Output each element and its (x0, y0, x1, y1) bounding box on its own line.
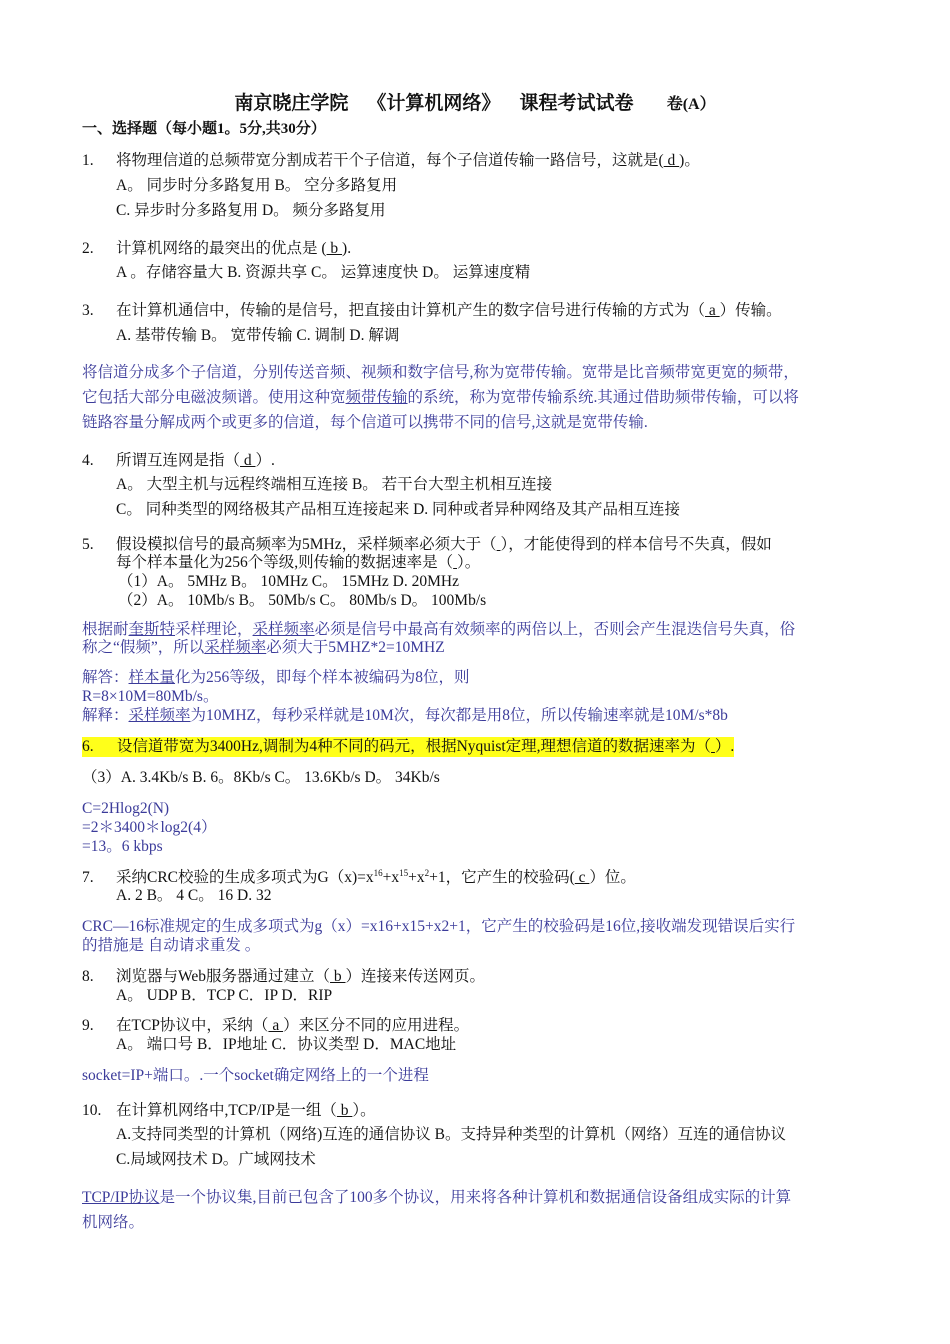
question-number: 2. (82, 240, 94, 257)
question-4-stem: 所谓互连网是指（ d ）. (116, 452, 275, 469)
explanation-10-line-1: TCP/IP协议是一个协议集,目前已包含了100多个协议，用来将各种计算机和数据通信设备组成实际的计算 (82, 1189, 792, 1206)
question-1-stem: 将物理信道的总频带宽分割成若干个子信道，每个子信道传输一路信号，这就是( d )。 (116, 152, 700, 169)
exam-name: 课程考试试卷 (519, 93, 634, 114)
answer-blank: b (336, 1102, 353, 1119)
question-8-options: A。 UDP B．TCP C．IP D．RIP (116, 987, 333, 1004)
question-9-options: A。 端口号 B．IP地址 C．协议类型 D．MAC地址 (116, 1036, 457, 1053)
paper-label: 卷(A） (666, 96, 716, 113)
question-number: 10. (82, 1102, 102, 1119)
explanation-7-line-1: CRC—16标准规定的生成多项式为g（x）=x16+x15+x2+1，它产生的校验码是16位,接收端发现错误后实行 (82, 918, 796, 935)
question-number: 9. (82, 1017, 94, 1034)
question-number: 7. (82, 869, 94, 886)
question-number: 3. (82, 302, 94, 319)
question-5-options-2: （2）A。 10Mb/s B。 50Mb/s C。 80Mb/s D。 100Mb/s (118, 592, 487, 609)
school-name: 南京晓庄学院 (234, 93, 349, 114)
formula-line-3: =13。6 kbps (82, 838, 163, 855)
explanation-7-line-2: 的措施是 自动请求重发 。 (82, 937, 261, 954)
question-1-options-1: A。 同步时分多路复用 B。 空分多路复用 (116, 177, 398, 194)
question-7-options: A. 2 B。 4 C。 16 D. 32 (116, 887, 272, 904)
question-5-options-1: （1）A。 5MHz B。 10MHz C。 15MHz D. 20MHz (118, 573, 459, 590)
explanation-3-line-1: 将信道分成多个子信道，分别传送音频、视频和数字信号,称为宽带传输。宽带是比音频带宽更宽的频带， (82, 364, 799, 381)
explanation-5-line-4: R=8×10M=80Mb/s。 (82, 688, 219, 705)
question-6-options: （3）A. 3.4Kb/s B. 6。8Kb/s C。 13.6Kb/s D。 34Kb/s (82, 769, 440, 786)
question-10-stem: 在计算机网络中,TCP/IP是一组（ b ）。 (116, 1102, 376, 1119)
question-number: 4. (82, 452, 94, 469)
question-1-options-2: C. 异步时分多路复用 D。 频分多路复用 (116, 202, 386, 219)
answer-blank: c (574, 869, 590, 886)
explanation-9: socket=IP+端口。.一个socket确定网络上的一个进程 (82, 1067, 429, 1084)
section-title: 一、选择题（每小题1。5分,共30分） (82, 121, 326, 137)
formula-line-2: =2＊3400＊log2(4） (82, 819, 217, 836)
question-9-stem: 在TCP协议中，采纳（ a ）来区分不同的应用进程。 (116, 1017, 470, 1034)
question-6-stem: 6. 设信道带宽为3400Hz,调制为4种不同的码元，根据Nyquist定理,理想信道的数据速率为（ ）. (82, 738, 735, 755)
question-2-options: A 。存储容量大 B. 资源共享 C。 运算速度快 D。 运算速度精 (116, 264, 531, 281)
answer-blank: d (240, 452, 256, 469)
question-number: 5. (82, 536, 94, 553)
answer-blank: b (326, 240, 343, 257)
explanation-3-line-3: 链路容量分解成两个或更多的信道，每个信道可以携带不同的信号,这就是宽带传输. (82, 414, 648, 431)
question-7-stem: 采纳CRC校验的生成多项式为$G(x)=x^{16}+x^{15}+x^2+1$，它产生的校验码( c ）位。 (116, 868, 636, 886)
question-3-options: A. 基带传输 B。 宽带传输 C. 调制 D. 解调 (116, 327, 400, 344)
answer-blank: a (268, 1017, 284, 1034)
explanation-10-line-2: 机网络。 (82, 1214, 145, 1231)
explanation-5-line-5: 解释：采样频率为10MHZ，每秒采样就是10M次，每次都是用8位，所以传输速率就是10M/s*8b (82, 707, 728, 724)
explanation-5-line-2: 称之“假频”，所以采样频率必须大于5MHZ*2=10MHZ (82, 639, 445, 656)
explanation-5-line-3: 解答：样本量化为256等级，即每个样本被编码为8位，则 (82, 669, 470, 686)
question-number: 8. (82, 968, 94, 985)
question-4-options-1: A。 大型主机与远程终端相互连接 B。 若干台大型主机相互连接 (116, 476, 553, 493)
question-2-stem: 计算机网络的最突出的优点是 ( b ). (116, 240, 352, 257)
answer-blank: d (663, 152, 680, 169)
exam-title (0, 88, 950, 115)
explanation-3-line-2: 它包括大部分电磁波频谱。使用这种宽频带传输的系统，称为宽带传输系统.其通过借助频带传输，可以将 (82, 389, 799, 406)
explanation-5-line-1: 根据耐奎斯特采样理论，采样频率必须是信号中最高有效频率的两倍以上，否则会产生混迭信号失真，俗 (82, 621, 796, 638)
question-5-stem-1: 假设模拟信号的最高频率为5MHz，采样频率必须大于（ ），才能使得到的样本信号不失真，假如 (116, 536, 772, 553)
question-8-stem: 浏览器与Web服务器通过建立（ b ）连接来传送网页。 (116, 968, 486, 985)
question-number: 1. (82, 152, 94, 169)
course-name: 《计算机网络》 (367, 93, 501, 114)
question-4-options-2: C。 同种类型的网络极其产品相互连接起来 D. 同种或者异种网络及其产品相互连接 (116, 501, 681, 518)
question-10-options-1: A.支持同类型的计算机（网络)互连的通信协议 B。支持异种类型的计算机（网络）互连的通信协议 (116, 1126, 786, 1143)
question-5-stem-2: 每个样本量化为256个等级,则传输的数据速率是（ ）。 (116, 554, 481, 571)
answer-blank: a (705, 302, 720, 319)
question-10-options-2: C.局域网技术 D。广域网技术 (116, 1151, 316, 1168)
formula-line-1: C=2Hlog2(N) (82, 800, 170, 817)
answer-blank: b (330, 968, 346, 985)
question-3-stem: 在计算机通信中，传输的是信号，把直接由计算机产生的数字信号进行传输的方式为（ a ）传输。 (116, 302, 782, 319)
